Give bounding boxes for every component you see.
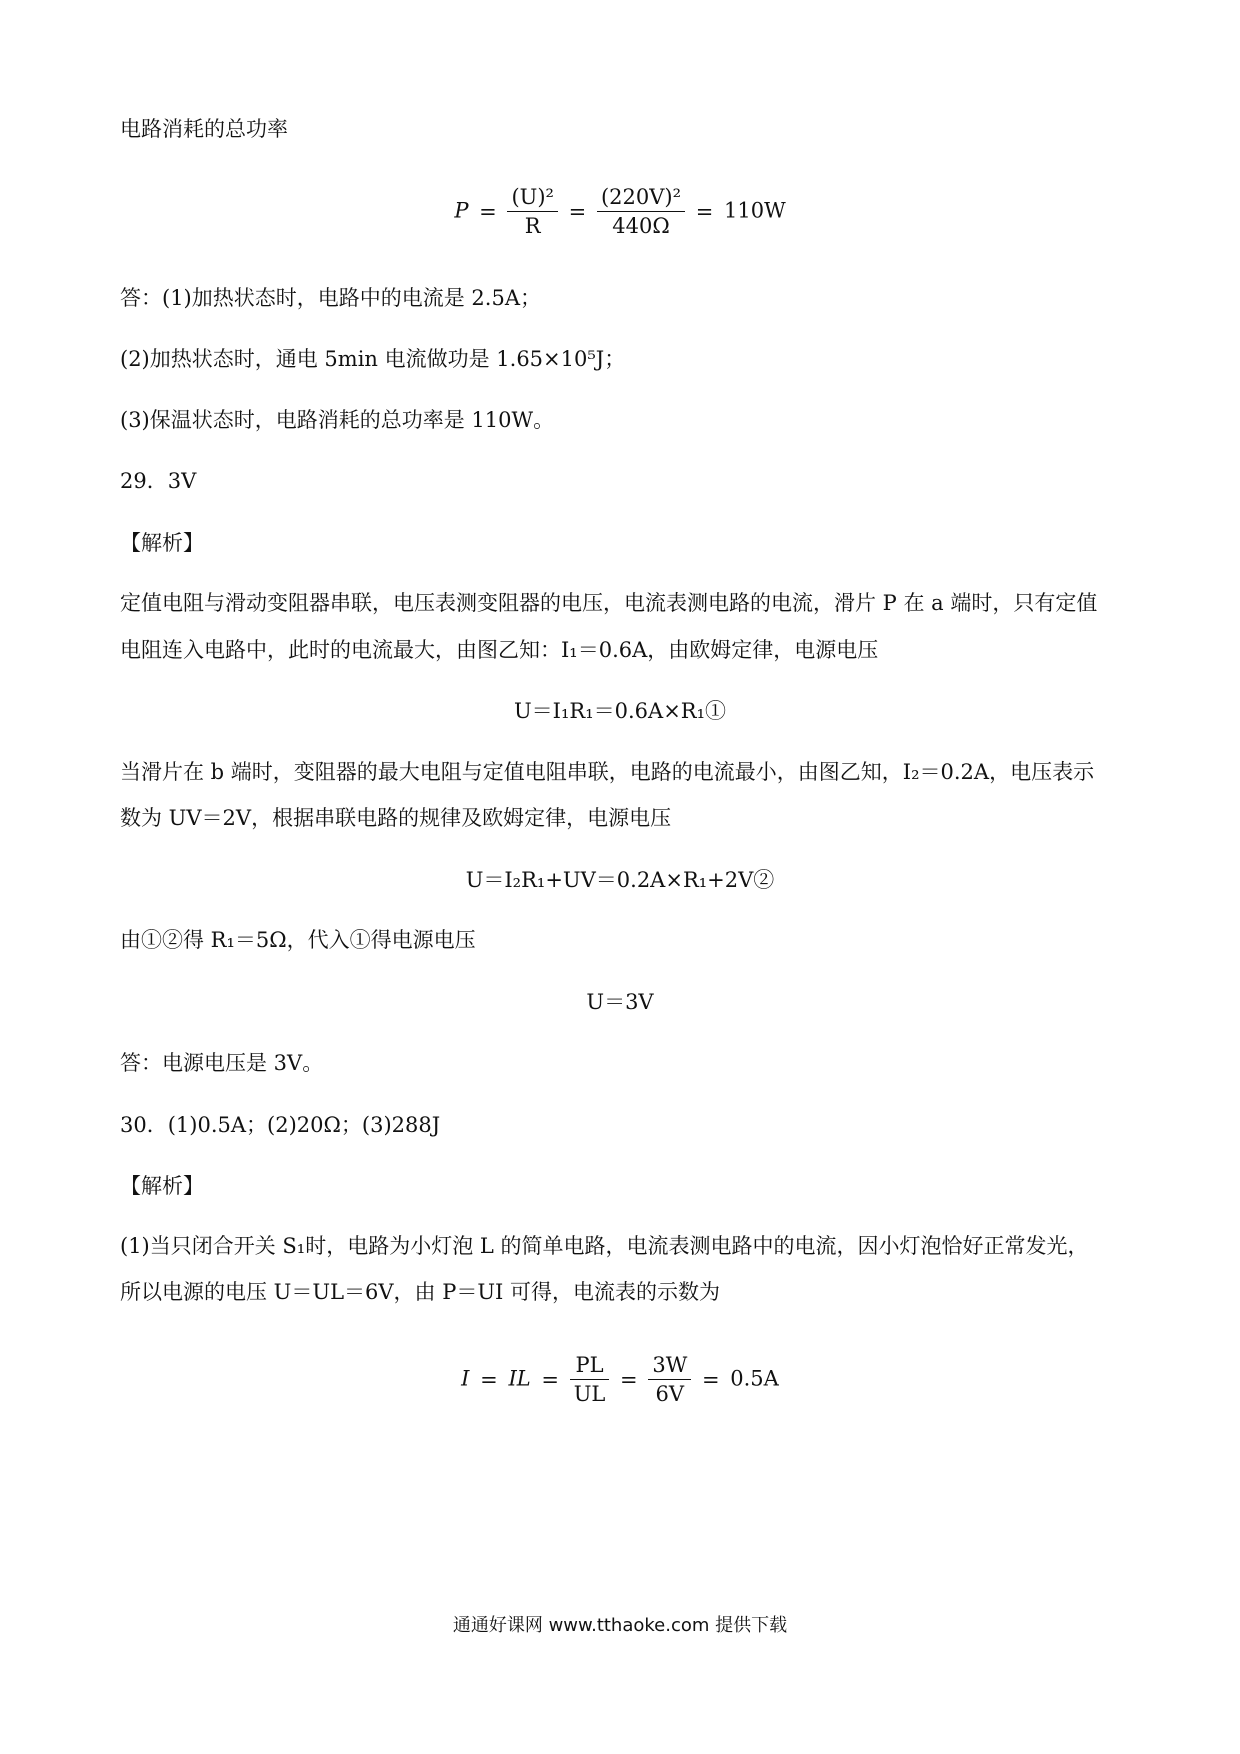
- q30-para1-line1: (1)当只闭合开关 S₁时，电路为小灯泡 L 的简单电路，电流表测电路中的电流，因小灯泡恰好正常发光，: [120, 1234, 1089, 1258]
- q29-analysis-label: 【解析】: [120, 531, 204, 555]
- q29-answer: 答：电源电压是 3V。: [120, 1051, 324, 1075]
- q30-fraction-2-denominator: 6V: [655, 1382, 685, 1407]
- q29-equation-2: U＝I₂R₁+UV＝0.2A×R₁+2V②: [465, 868, 775, 892]
- fraction-1-numerator: (U)²: [507, 183, 558, 212]
- q29-para1-line2: 电阻连入电路中，此时的电流最大，由图乙知：I₁＝0.6A，由欧姆定律，电源电压: [120, 638, 879, 662]
- q30-current-formula: I = IL = $\frac{PL}{UL}$ = $\frac{3W}{6V}$ = 0.5A: [0, 1351, 1240, 1409]
- fraction-2-denominator: 440Ω: [612, 214, 670, 239]
- fraction-2-numerator: (220V)²: [597, 183, 685, 212]
- fraction-2: [597, 183, 685, 241]
- q29-para3: 由①②得 R₁＝5Ω，代入①得电源电压: [120, 928, 476, 952]
- fraction-1: [507, 183, 558, 241]
- q30-header: 30．(1)0.5A；(2)20Ω；(3)288J: [120, 1113, 441, 1137]
- fraction-1-denominator: R: [524, 214, 541, 239]
- footer-watermark: 通通好课网 www.tthaoke.com 提供下载: [452, 1615, 788, 1636]
- q30-fraction-1-numerator: PL: [570, 1351, 610, 1380]
- power-formula: P = $\frac{\text{(U)²}}{R}$ = $\frac{\text{(220V)²}}{440\Omega}$ = 110W: [0, 183, 1240, 241]
- q30-para1-line2: 所以电源的电压 U＝UL＝6V，由 P＝UI 可得，电流表的示数为: [120, 1280, 721, 1304]
- formula-result: 110W: [724, 198, 786, 223]
- q29-para2-line1: 当滑片在 b 端时，变阻器的最大电阻与定值电阻串联，电路的电流最小，由图乙知，I₂＝0.2A，电压表示: [120, 760, 1095, 784]
- q30-fraction-2-numerator: 3W: [648, 1351, 691, 1380]
- q29-equation-3: U＝3V: [586, 990, 654, 1014]
- q30-fraction-1-denominator: UL: [573, 1382, 606, 1407]
- q30-fraction-2: [648, 1351, 691, 1409]
- q30-fraction-1: [570, 1351, 610, 1409]
- q29-para1-line1: 定值电阻与滑动变阻器串联，电压表测变阻器的电压，电流表测电路的电流，滑片 P 在 a 端时，只有定值: [120, 591, 1098, 615]
- q29-para2-line2: 数为 UV＝2V，根据串联电路的规律及欧姆定律，电源电压: [120, 806, 672, 830]
- q30-formula-result: 0.5A: [730, 1366, 779, 1391]
- q30-analysis-label: 【解析】: [120, 1174, 204, 1198]
- answer28-line3: (3)保温状态时，电路消耗的总功率是 110W。: [120, 408, 555, 432]
- power-intro-text: 电路消耗的总功率: [120, 117, 288, 141]
- q30-formula-lhs: I: [461, 1366, 470, 1391]
- q30-formula-mid: IL: [508, 1366, 531, 1391]
- formula-lhs: P: [454, 198, 469, 223]
- answer28-line1: 答：(1)加热状态时，电路中的电流是 2.5A；: [120, 286, 541, 310]
- answer28-line2: (2)加热状态时，通电 5min 电流做功是 1.65×10⁵J；: [120, 347, 626, 371]
- q29-header: 29．3V: [120, 469, 197, 493]
- q29-equation-1: U＝I₁R₁＝0.6A×R₁①: [513, 699, 727, 723]
